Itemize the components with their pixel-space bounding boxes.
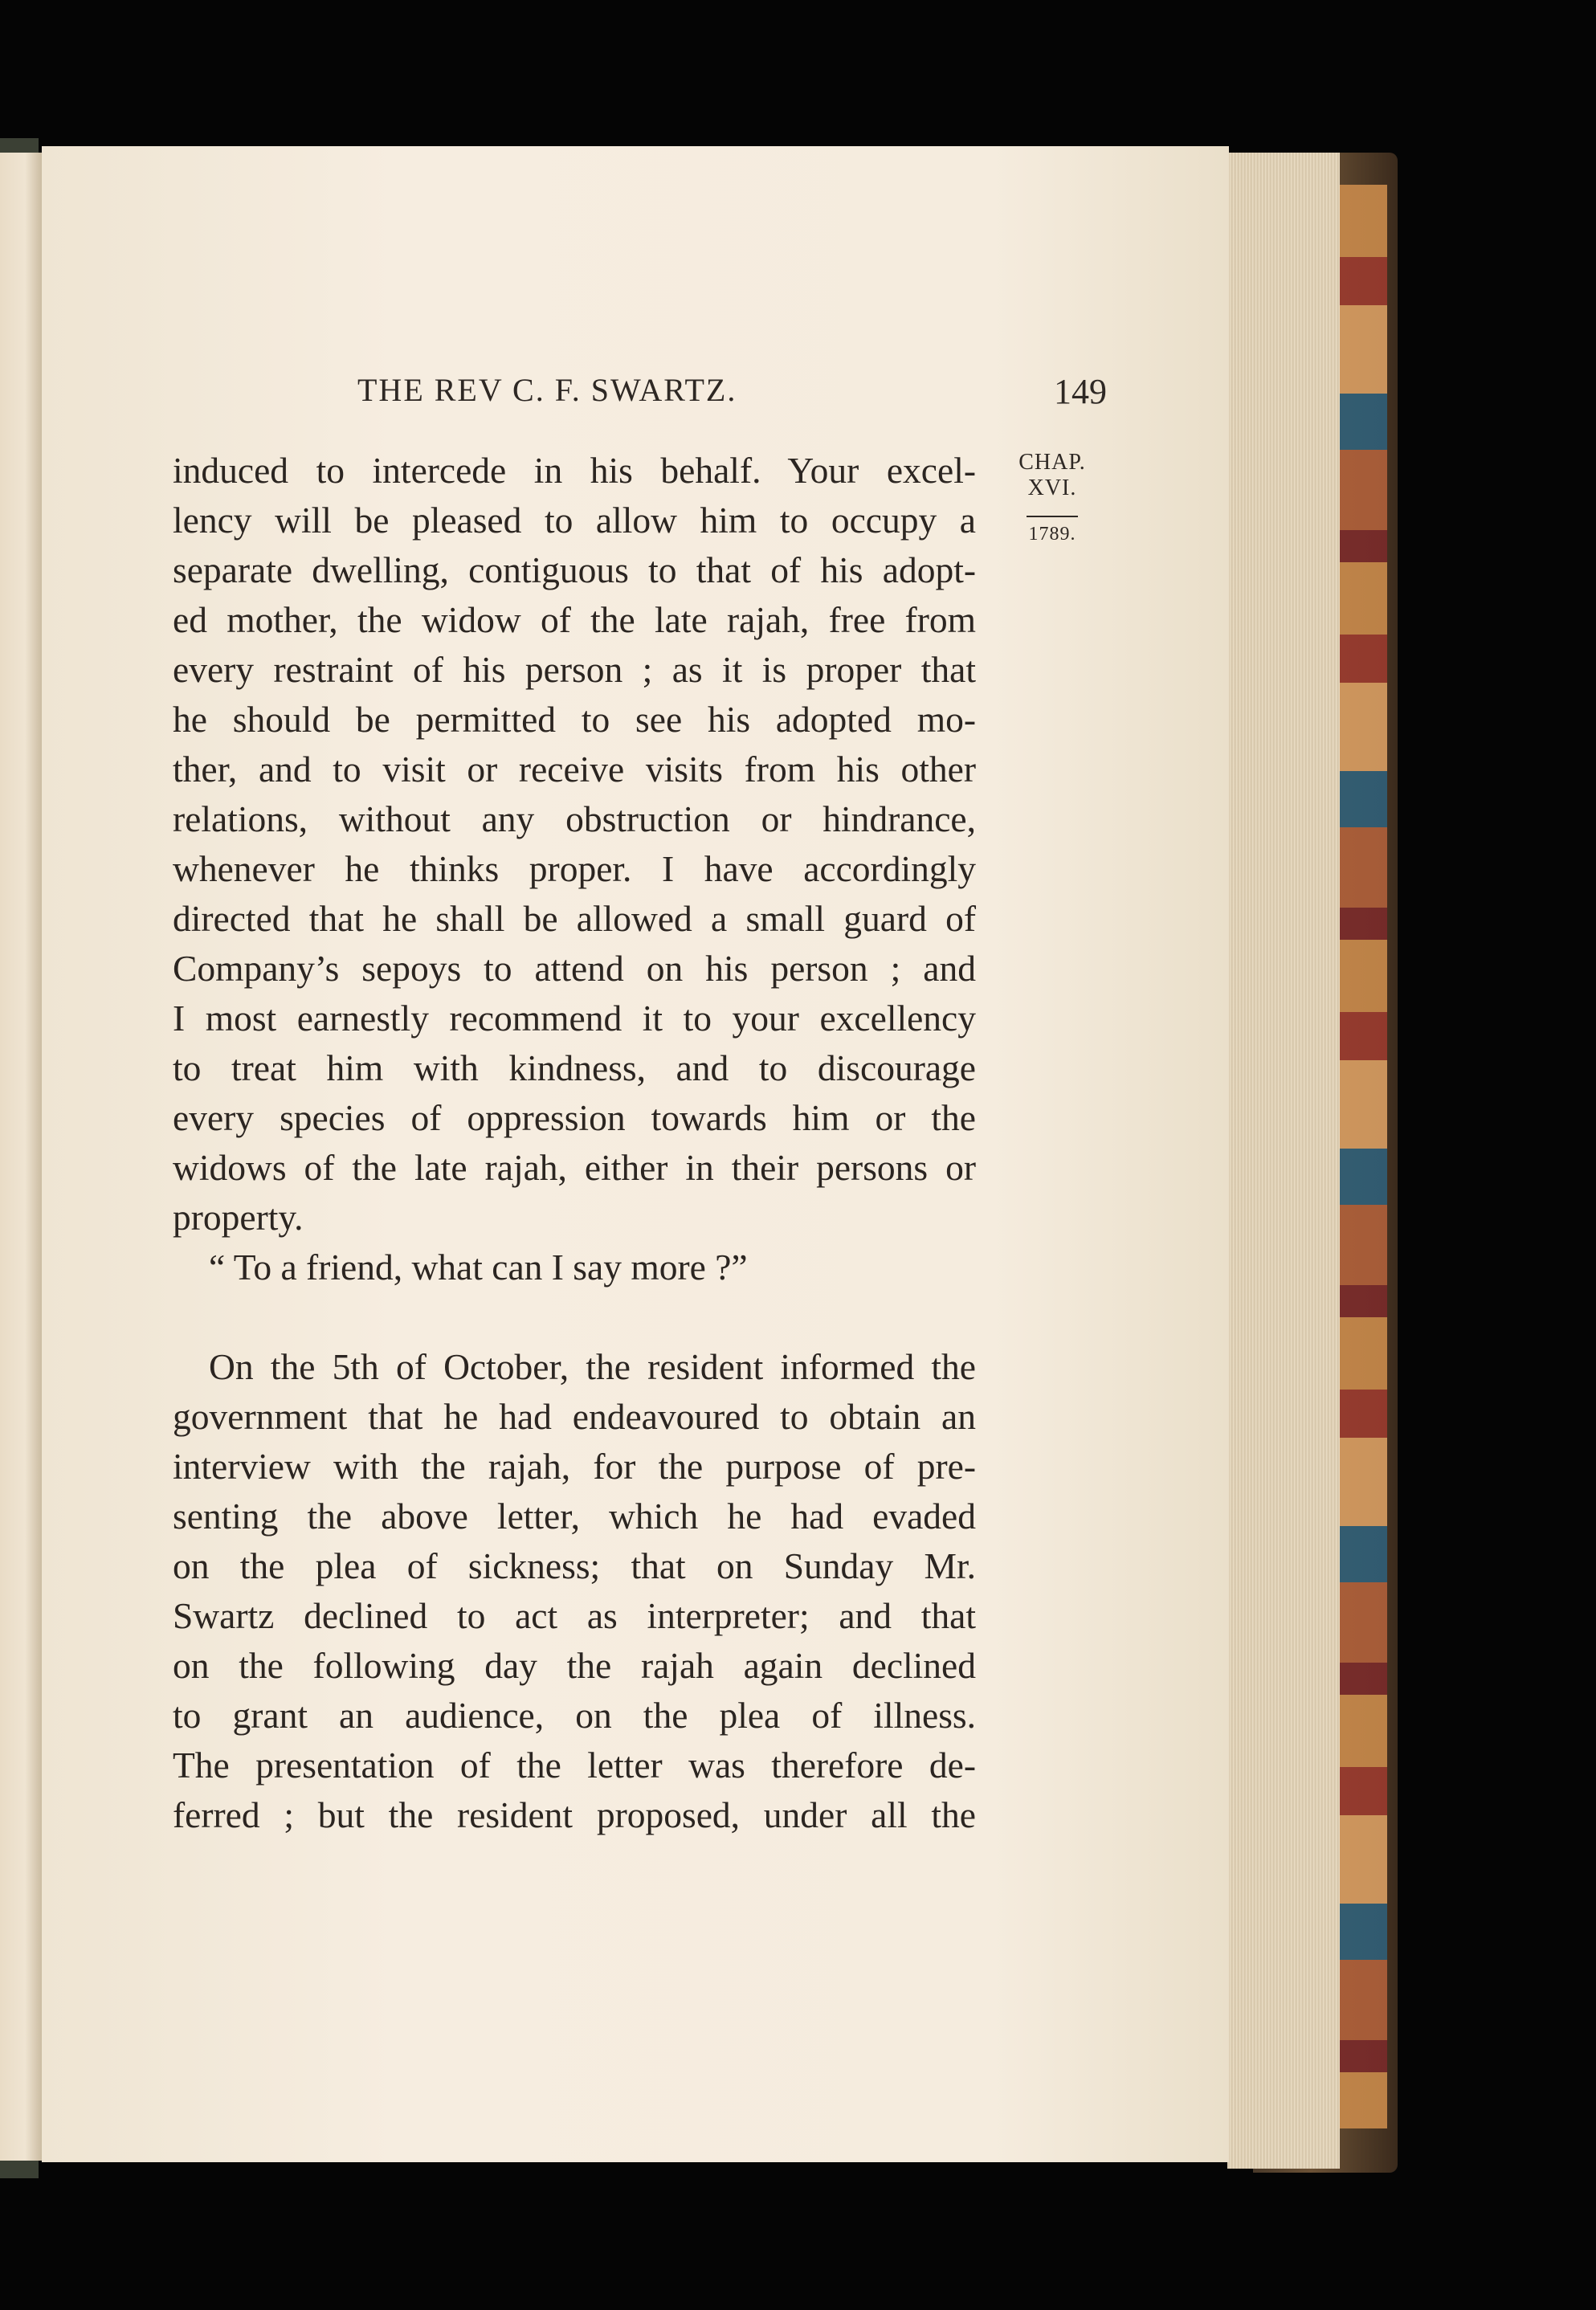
text-line: property.	[173, 1197, 304, 1238]
text-line: separate dwelling, contiguous to that of his adopt-	[173, 549, 976, 590]
margin-year: 1789.	[1028, 524, 1076, 545]
facing-page-edge	[0, 153, 42, 2161]
margin-note	[1004, 450, 1100, 545]
text-line: ferred ; but the resident proposed, under all the	[173, 1794, 976, 1835]
text-line: lency will be pleased to allow him to occupy a	[173, 500, 976, 541]
marbled-edge	[1337, 185, 1387, 2128]
text-line: induced to intercede in his behalf. Your excel-	[173, 450, 976, 491]
text-line: on the following day the rajah again declined	[173, 1645, 976, 1686]
text-line: I most earnestly recommend it to your excellency	[173, 998, 976, 1039]
text-line: whenever he thinks proper. I have accordingly	[173, 848, 976, 889]
paragraph-gap	[173, 1292, 976, 1342]
text-line: interview with the rajah, for the purpose of pre-	[173, 1446, 976, 1487]
text-line: senting the above letter, which he had evaded	[173, 1496, 976, 1537]
text-line: Company’s sepoys to attend on his person ; and	[173, 948, 976, 989]
paragraph	[173, 446, 976, 1243]
text-line: he should be permitted to see his adopted mo-	[173, 699, 976, 740]
text-line: “ To a friend, what can I say more ?”	[209, 1247, 748, 1288]
page-number: 149	[1054, 372, 1107, 411]
text-line: widows of the late rajah, either in their persons or	[173, 1147, 976, 1188]
text-line: The presentation of the letter was therefore de-	[173, 1745, 976, 1786]
text-line: every restraint of his person ; as it is proper that	[173, 649, 976, 690]
body-text	[173, 446, 976, 1840]
text-line: government that he had endeavoured to obtain an	[173, 1396, 976, 1437]
text-line: Swartz declined to act as interpreter; and that	[173, 1595, 976, 1636]
text-line: relations, without any obstruction or hindrance,	[173, 798, 976, 839]
text-line: on the plea of sickness; that on Sunday Mr.	[173, 1545, 976, 1586]
page-block-edges	[1227, 153, 1340, 2169]
text-line: to treat him with kindness, and to discourage	[173, 1047, 976, 1088]
chapter-number: XVI.	[1027, 475, 1077, 500]
text-line: ther, and to visit or receive visits from his other	[173, 749, 976, 790]
text-line: directed that he shall be allowed a small guard of	[173, 898, 976, 939]
margin-rule	[1027, 516, 1078, 517]
paragraph	[173, 1243, 976, 1292]
chapter-label: CHAP.	[1018, 450, 1086, 475]
paragraph	[173, 1342, 976, 1840]
text-line: ed mother, the widow of the late rajah, free from	[173, 599, 976, 640]
running-title: THE REV C. F. SWARTZ.	[357, 372, 737, 408]
text-line: to grant an audience, on the plea of illness.	[173, 1695, 976, 1736]
text-line: On the 5th of October, the resident informed the	[209, 1346, 976, 1387]
text-line: every species of oppression towards him or the	[173, 1097, 976, 1138]
